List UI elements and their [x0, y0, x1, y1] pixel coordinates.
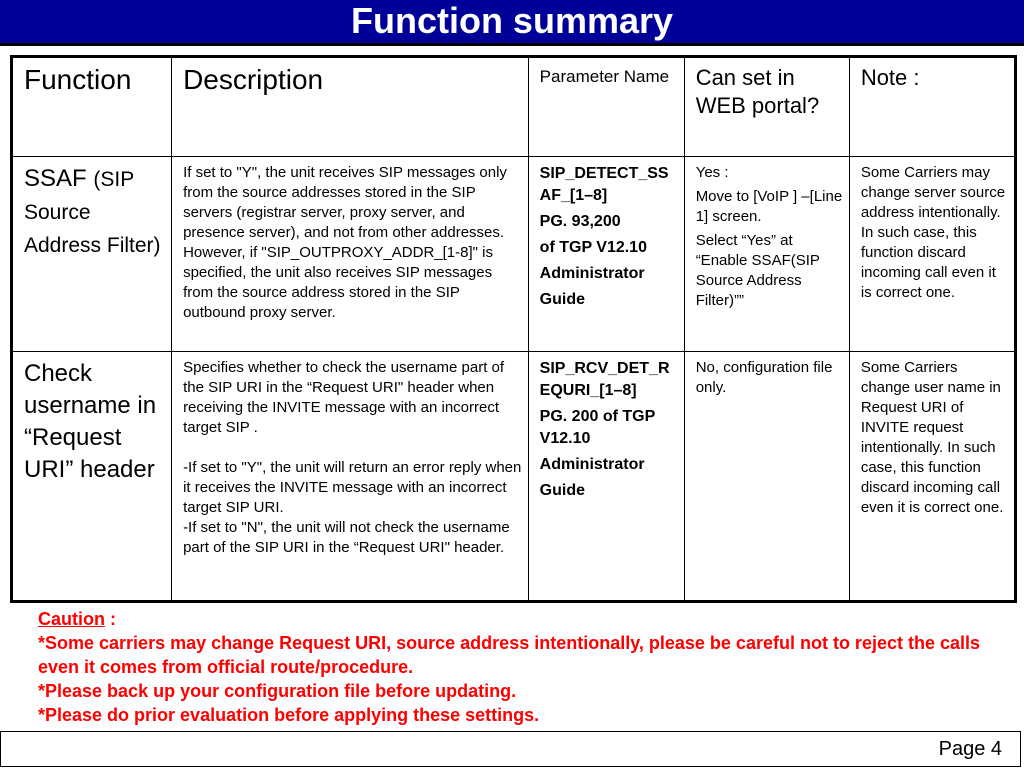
note-cell: [849, 157, 1015, 352]
parameter-cell: [528, 352, 684, 602]
parameter-name: SIP_RCV_DET_REQURI_[1–8]: [539, 360, 670, 399]
page-number: Page 4: [938, 738, 1002, 760]
description-cell: [172, 352, 529, 602]
description-paragraph: -If set to "N", the unit will not check the username part of the SIP URI in the “Request URI" header.: [183, 519, 510, 556]
caution-line: *Some carriers may change Request URI, source address intentionally, please be careful not to reject the calls even it comes from official route/procedure.: [38, 633, 981, 677]
table-row: [12, 352, 1016, 602]
header-parameter: [528, 57, 684, 157]
function-sub-label: (SIP Source Address Filter): [24, 168, 161, 257]
note-text: Some Carriers change user name in Request URI of INVITE request intentionally. In such case, this function discard incoming call even it is correct one.: [860, 359, 1004, 516]
parameter-cell: [528, 157, 684, 352]
footer-bar: [0, 731, 1021, 767]
parameter-text: [540, 358, 678, 502]
caution-heading: [38, 607, 998, 631]
function-summary-table: [10, 55, 1017, 603]
title-bar: [0, 0, 1024, 46]
header-note-label: Note :: [860, 65, 920, 90]
function-cell: [12, 157, 172, 352]
header-description-label: Description: [183, 64, 324, 95]
table-header-row: [12, 57, 1016, 157]
header-note: [849, 57, 1015, 157]
description-paragraph: -If set to "Y", the unit will return an error reply when it receives the INVITE message with an incorrect target SIP URI.: [183, 459, 522, 516]
header-description: [172, 57, 529, 157]
web-portal-text: [696, 163, 843, 311]
web-line: Move to [VoIP ] –[Line 1] screen.: [695, 188, 843, 225]
note-text: Some Carriers may change server source address intentionally. In such case, this function discard incoming call even it is correct one.: [860, 164, 1006, 301]
description-paragraph: Specifies whether to check the username part of the SIP URI in the “Request URI" header when receiving the INVITE message with an incorrect target SIP .: [183, 359, 505, 436]
note-cell: [849, 352, 1015, 602]
page-title: Function summary: [350, 0, 674, 41]
web-line: Select “Yes” at “Enable SSAF(SIP Source Address Filter)””: [695, 232, 820, 309]
parameter-reference-line: Administrator: [539, 456, 645, 473]
parameter-reference-line: PG. 93,200: [539, 213, 621, 230]
web-portal-cell: [684, 157, 849, 352]
web-portal-cell: [684, 352, 849, 602]
caution-block: [38, 607, 998, 727]
description-text: If set to "Y", the unit receives SIP messages only from the source addresses stored in the SIP servers (registrar server, proxy server, and presence server), and not from other addresses. However, if "SIP_OUTPROXY_ADDR_[1-8]" is specified, the unit also receives SIP messages from the source address stored in the SIP outbound proxy server.: [183, 164, 507, 321]
header-function: [12, 57, 172, 157]
description-text: [183, 358, 522, 558]
caution-line: *Please do prior evaluation before applying these settings.: [38, 705, 540, 725]
parameter-name: SIP_DETECT_SSAF_[1–8]: [539, 165, 669, 204]
caution-colon: :: [105, 609, 116, 629]
parameter-text: [540, 163, 678, 311]
header-web-label: Can set in WEB portal?: [695, 65, 820, 118]
caution-label: Caution: [38, 609, 105, 629]
description-cell: [172, 157, 529, 352]
header-parameter-label: Parameter Name: [539, 67, 670, 86]
header-web: [684, 57, 849, 157]
caution-line: *Please back up your configuration file before updating.: [38, 681, 517, 701]
function-name: [24, 163, 165, 262]
table-row: [12, 157, 1016, 352]
header-function-label: Function: [24, 64, 132, 95]
parameter-reference-line: Guide: [539, 291, 586, 308]
function-main-label: SSAF: [24, 165, 87, 192]
web-line: Yes :: [695, 164, 729, 181]
parameter-reference-line: PG. 200 of TGP V12.10: [539, 408, 655, 447]
function-cell: [12, 352, 172, 602]
parameter-reference-line: Guide: [539, 482, 586, 499]
function-name: Check username in “Request URI” header: [24, 360, 157, 483]
paragraph-gap: [183, 438, 522, 458]
web-portal-text: [696, 358, 843, 398]
parameter-reference-line: of TGP V12.10: [539, 239, 647, 256]
web-line: No, configuration file only.: [695, 359, 833, 396]
parameter-reference-line: Administrator: [539, 265, 645, 282]
